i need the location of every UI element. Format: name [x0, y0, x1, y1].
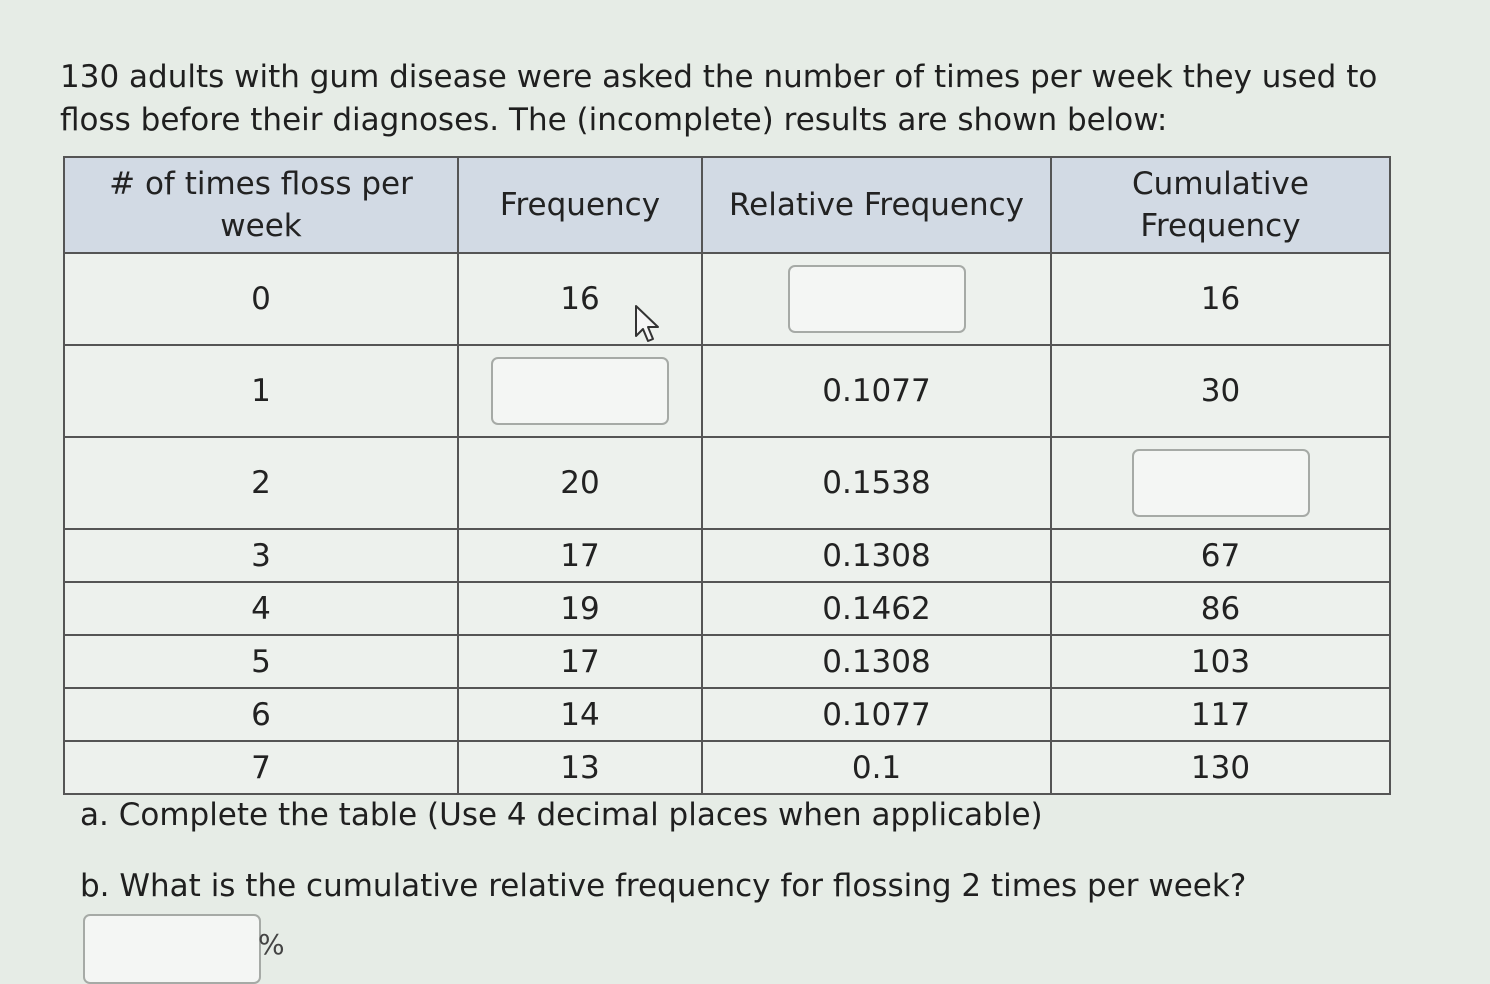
- cell-times: 5: [64, 635, 458, 688]
- table-header-row: [64, 157, 1390, 253]
- cell-cumulative: 30: [1051, 345, 1390, 437]
- cell-cumulative: 16: [1051, 253, 1390, 345]
- cell-relative: 0.1538: [702, 437, 1051, 529]
- cell-frequency: 20: [458, 437, 702, 529]
- table-row: [64, 437, 1390, 529]
- table-row: [64, 582, 1390, 635]
- percent-unit-label: %: [258, 928, 285, 961]
- cell-times: 4: [64, 582, 458, 635]
- cell-frequency: [458, 345, 702, 437]
- cell-times: 2: [64, 437, 458, 529]
- header-times-floss: # of times floss per week: [64, 157, 458, 253]
- cumulative-frequency-input-row-2[interactable]: [1132, 449, 1310, 517]
- frequency-table-container: [63, 156, 1391, 795]
- cell-relative: 0.1308: [702, 635, 1051, 688]
- cell-relative: 0.1308: [702, 529, 1051, 582]
- cell-relative: 0.1462: [702, 582, 1051, 635]
- header-frequency: Frequency: [458, 157, 702, 253]
- cell-cumulative: 86: [1051, 582, 1390, 635]
- question-a: a. Complete the table (Use 4 decimal places when applicable): [80, 797, 1043, 833]
- cell-cumulative: 67: [1051, 529, 1390, 582]
- cell-relative: 0.1077: [702, 345, 1051, 437]
- frequency-input-row-1[interactable]: [491, 357, 669, 425]
- header-relative-frequency: Relative Frequency: [702, 157, 1051, 253]
- cell-frequency: 17: [458, 529, 702, 582]
- problem-intro: 130 adults with gum disease were asked the number of times per week they used to floss before their diagnoses. The (incomplete) results are shown below:: [60, 59, 1378, 138]
- table-row: [64, 345, 1390, 437]
- table-row: [64, 688, 1390, 741]
- cell-cumulative: 103: [1051, 635, 1390, 688]
- cell-times: 6: [64, 688, 458, 741]
- table-row: [64, 253, 1390, 345]
- table-row: [64, 529, 1390, 582]
- cell-cumulative: 130: [1051, 741, 1390, 794]
- cell-frequency: 13: [458, 741, 702, 794]
- header-cumulative-frequency: Cumulative Frequency: [1051, 157, 1390, 253]
- cell-cumulative: [1051, 437, 1390, 529]
- cell-frequency: 19: [458, 582, 702, 635]
- frequency-table: [63, 156, 1391, 795]
- cumulative-relative-frequency-input[interactable]: [83, 914, 261, 984]
- relative-frequency-input-row-0[interactable]: [788, 265, 966, 333]
- cell-cumulative: 117: [1051, 688, 1390, 741]
- cell-times: 7: [64, 741, 458, 794]
- table-row: [64, 741, 1390, 794]
- cell-relative: [702, 253, 1051, 345]
- cell-frequency: 16: [458, 253, 702, 345]
- table-row: [64, 635, 1390, 688]
- question-b: b. What is the cumulative relative frequency for flossing 2 times per week?: [80, 868, 1247, 904]
- cell-frequency: 14: [458, 688, 702, 741]
- cell-times: 0: [64, 253, 458, 345]
- cell-times: 3: [64, 529, 458, 582]
- cell-relative: 0.1: [702, 741, 1051, 794]
- mouse-pointer-icon: [633, 304, 663, 344]
- cell-times: 1: [64, 345, 458, 437]
- cell-frequency: 17: [458, 635, 702, 688]
- cell-relative: 0.1077: [702, 688, 1051, 741]
